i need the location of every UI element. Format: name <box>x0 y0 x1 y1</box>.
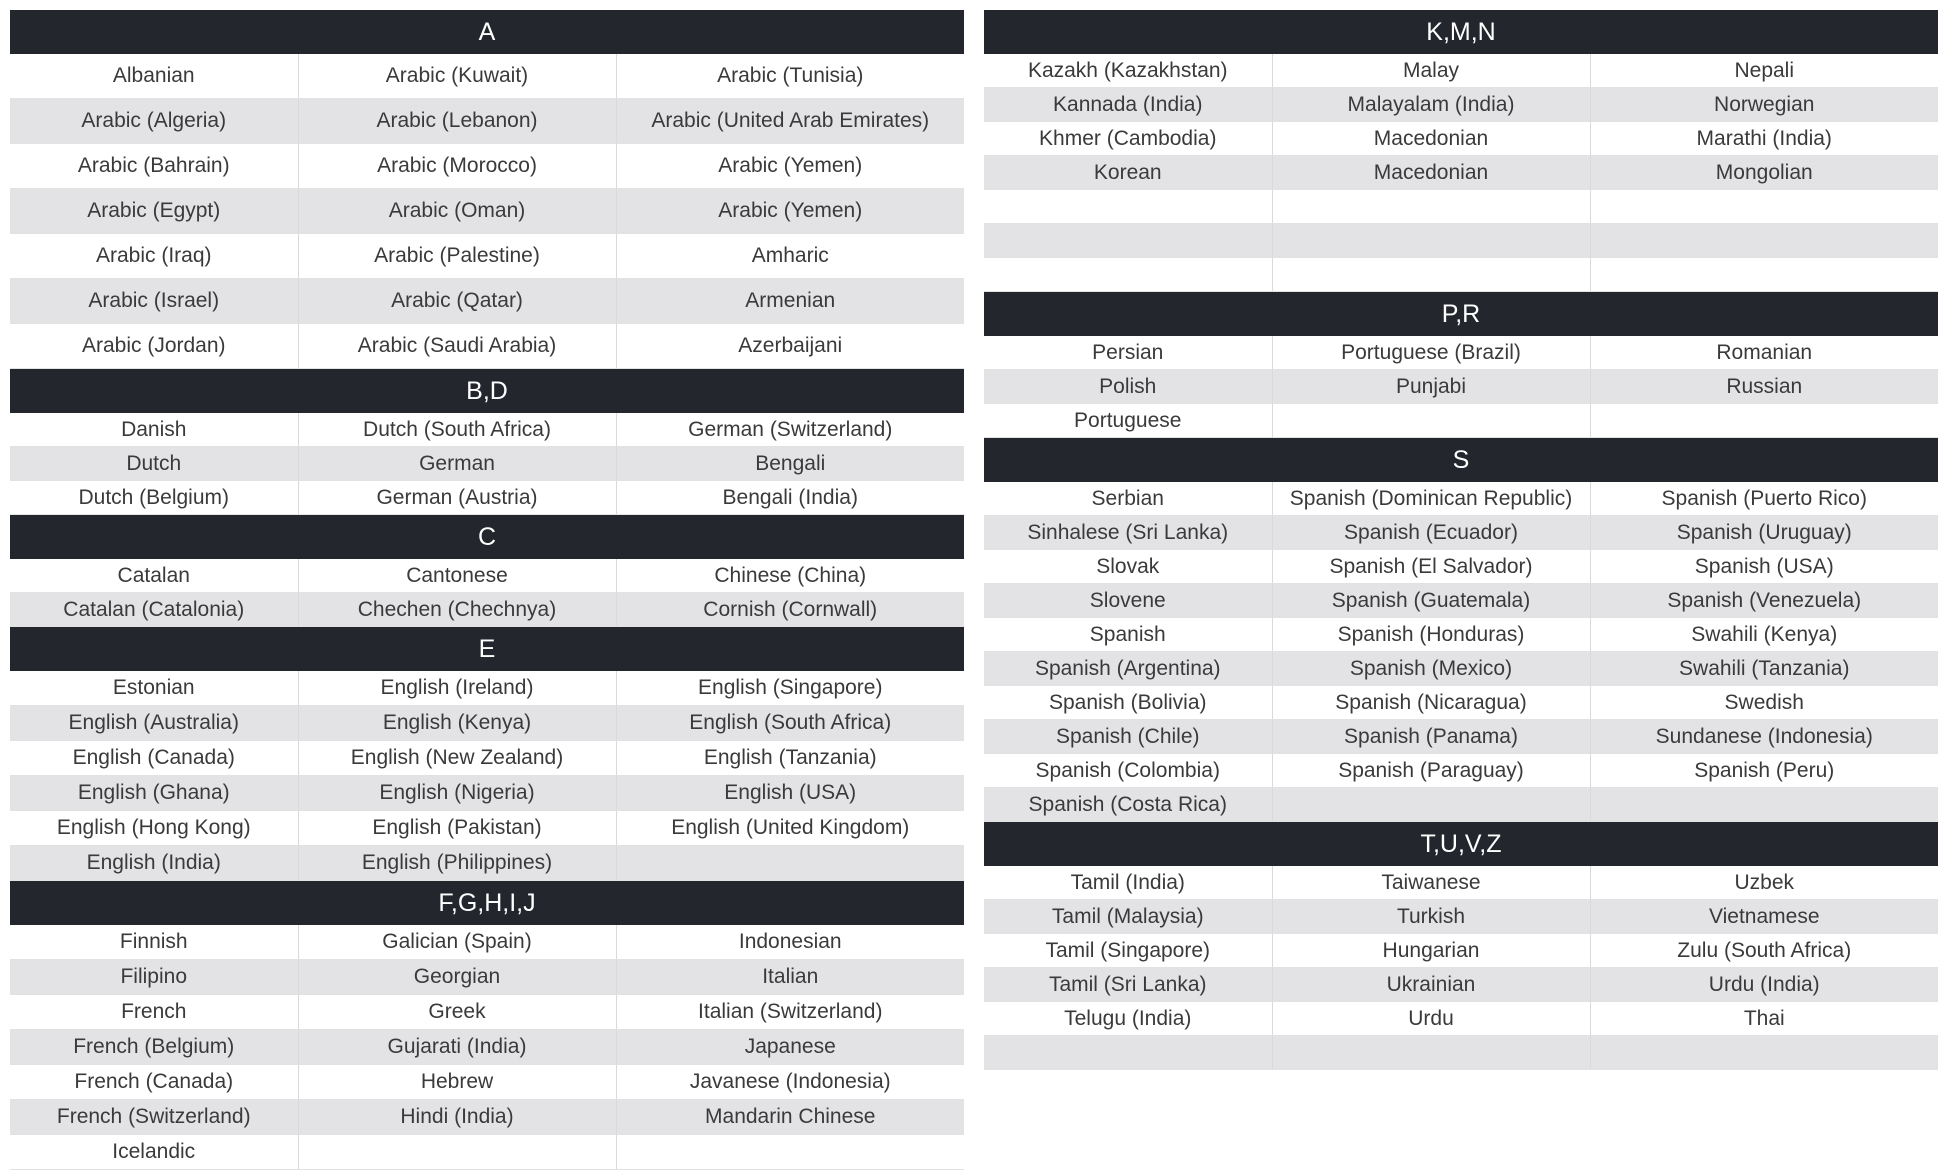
language-cell: Serbian <box>984 482 1272 516</box>
language-cell: Filipino <box>10 960 298 995</box>
language-cell: Spanish (Puerto Rico) <box>1590 482 1938 516</box>
language-cell: Albanian <box>10 54 298 99</box>
language-cell <box>1590 190 1938 224</box>
language-cell: Gujarati (India) <box>298 1030 616 1065</box>
language-cell: Swedish <box>1590 686 1938 720</box>
section-header-c: C <box>10 515 964 559</box>
table-row <box>984 122 1938 156</box>
language-cell <box>616 846 964 881</box>
section-b-d <box>10 369 964 515</box>
language-cell <box>1590 1036 1938 1070</box>
language-cell: Mongolian <box>1590 156 1938 190</box>
table-row <box>984 88 1938 122</box>
language-cell: Spanish (Chile) <box>984 720 1272 754</box>
language-cell: Georgian <box>298 960 616 995</box>
language-cell: Spanish (Dominican Republic) <box>1272 482 1590 516</box>
table-row <box>984 224 1938 258</box>
language-cell: Marathi (India) <box>1590 122 1938 156</box>
table-row <box>10 995 964 1030</box>
language-cell: English (Hong Kong) <box>10 811 298 846</box>
language-cell: Kazakh (Kazakhstan) <box>984 54 1272 88</box>
language-cell: Arabic (United Arab Emirates) <box>616 99 964 144</box>
language-cell: Arabic (Palestine) <box>298 234 616 279</box>
language-cell: Romanian <box>1590 336 1938 370</box>
language-cell: Galician (Spain) <box>298 925 616 960</box>
language-cell: Javanese (Indonesia) <box>616 1065 964 1100</box>
section-t-z <box>984 822 1938 1070</box>
table-row <box>10 960 964 995</box>
language-cell: Arabic (Kuwait) <box>298 54 616 99</box>
language-cell: English (Australia) <box>10 706 298 741</box>
table-row <box>10 925 964 960</box>
language-cell <box>1272 190 1590 224</box>
language-cell: German (Austria) <box>298 481 616 515</box>
language-cell: Punjabi <box>1272 370 1590 404</box>
language-cell: Macedonian <box>1272 156 1590 190</box>
language-cell <box>1272 788 1590 822</box>
table-row <box>984 258 1938 292</box>
section-f-j <box>10 881 964 1170</box>
table-row <box>984 618 1938 652</box>
language-cell: Sinhalese (Sri Lanka) <box>984 516 1272 550</box>
language-cell: Arabic (Yemen) <box>616 144 964 189</box>
language-cell: Arabic (Iraq) <box>10 234 298 279</box>
language-cell: Khmer (Cambodia) <box>984 122 1272 156</box>
table-row <box>10 671 964 706</box>
section-s <box>984 438 1938 822</box>
language-cell: English (USA) <box>616 776 964 811</box>
language-table-a <box>10 54 964 369</box>
language-cell: Greek <box>298 995 616 1030</box>
language-table-b-d <box>10 413 964 515</box>
language-cell: Slovak <box>984 550 1272 584</box>
language-cell: Mandarin Chinese <box>616 1100 964 1135</box>
language-cell: Macedonian <box>1272 122 1590 156</box>
language-cell: Spanish (Costa Rica) <box>984 788 1272 822</box>
language-cell: Hungarian <box>1272 934 1590 968</box>
table-row <box>984 370 1938 404</box>
language-cell <box>1590 404 1938 438</box>
language-cell: English (Philippines) <box>298 846 616 881</box>
language-table-t-z <box>984 866 1938 1070</box>
table-row <box>10 1065 964 1100</box>
language-cell: English (Pakistan) <box>298 811 616 846</box>
language-cell: English (United Kingdom) <box>616 811 964 846</box>
language-table-p-r <box>984 336 1938 438</box>
language-cell: Arabic (Morocco) <box>298 144 616 189</box>
section-header-k-n: K,M,N <box>984 10 1938 54</box>
language-cell: Arabic (Saudi Arabia) <box>298 324 616 369</box>
table-row <box>984 1036 1938 1070</box>
language-table-e <box>10 671 964 881</box>
language-cell: English (India) <box>10 846 298 881</box>
language-cell: Taiwanese <box>1272 866 1590 900</box>
table-row <box>10 811 964 846</box>
table-row <box>10 54 964 99</box>
language-cell: Danish <box>10 413 298 447</box>
language-cell: Spanish (Panama) <box>1272 720 1590 754</box>
table-row <box>10 481 964 515</box>
language-cell: English (Ireland) <box>298 671 616 706</box>
language-cell <box>616 1135 964 1170</box>
language-cell: Spanish (USA) <box>1590 550 1938 584</box>
language-cell: French (Canada) <box>10 1065 298 1100</box>
language-cell <box>984 258 1272 292</box>
language-cell: Dutch (South Africa) <box>298 413 616 447</box>
table-row <box>984 720 1938 754</box>
language-cell: Spanish (Honduras) <box>1272 618 1590 652</box>
table-row <box>10 189 964 234</box>
section-header-a: A <box>10 10 964 54</box>
language-cell: English (Kenya) <box>298 706 616 741</box>
left-column <box>10 10 964 1170</box>
language-cell: Armenian <box>616 279 964 324</box>
language-cell: Tamil (Singapore) <box>984 934 1272 968</box>
section-p-r <box>984 292 1938 438</box>
language-cell: Ukrainian <box>1272 968 1590 1002</box>
table-row <box>984 54 1938 88</box>
table-row <box>10 1100 964 1135</box>
table-row <box>10 706 964 741</box>
section-header-b-d: B,D <box>10 369 964 413</box>
language-cell: Spanish (Bolivia) <box>984 686 1272 720</box>
language-cell: Arabic (Qatar) <box>298 279 616 324</box>
table-row <box>10 741 964 776</box>
language-cell: Spanish (Venezuela) <box>1590 584 1938 618</box>
language-cell: Spanish (Argentina) <box>984 652 1272 686</box>
table-row <box>10 1030 964 1065</box>
language-cell: Arabic (Jordan) <box>10 324 298 369</box>
section-e <box>10 627 964 881</box>
table-row <box>984 934 1938 968</box>
table-row <box>10 279 964 324</box>
language-cell: Hindi (India) <box>298 1100 616 1135</box>
language-cell: Urdu (India) <box>1590 968 1938 1002</box>
language-cell: Catalan <box>10 559 298 593</box>
section-header-t-z: T,U,V,Z <box>984 822 1938 866</box>
language-cell: Chechen (Chechnya) <box>298 593 616 627</box>
table-row <box>984 404 1938 438</box>
language-cell: Swahili (Tanzania) <box>1590 652 1938 686</box>
language-cell: Arabic (Algeria) <box>10 99 298 144</box>
language-cell <box>984 1036 1272 1070</box>
language-cell: Uzbek <box>1590 866 1938 900</box>
language-cell: Finnish <box>10 925 298 960</box>
language-cell: Spanish (Nicaragua) <box>1272 686 1590 720</box>
table-row <box>10 324 964 369</box>
language-cell: German <box>298 447 616 481</box>
language-cell: Bengali (India) <box>616 481 964 515</box>
language-cell: Azerbaijani <box>616 324 964 369</box>
language-cell: French (Switzerland) <box>10 1100 298 1135</box>
language-cell: Tamil (Sri Lanka) <box>984 968 1272 1002</box>
language-cell: Spanish (Mexico) <box>1272 652 1590 686</box>
language-cell: Korean <box>984 156 1272 190</box>
table-row <box>10 99 964 144</box>
language-cell: Catalan (Catalonia) <box>10 593 298 627</box>
language-cell: English (Canada) <box>10 741 298 776</box>
language-cell: Cantonese <box>298 559 616 593</box>
table-row <box>984 516 1938 550</box>
table-row <box>984 584 1938 618</box>
language-cell: French <box>10 995 298 1030</box>
language-cell: English (South Africa) <box>616 706 964 741</box>
language-cell: German (Switzerland) <box>616 413 964 447</box>
section-header-e: E <box>10 627 964 671</box>
language-cell: Arabic (Tunisia) <box>616 54 964 99</box>
table-row <box>984 866 1938 900</box>
language-cell: English (Nigeria) <box>298 776 616 811</box>
language-cell <box>1272 1036 1590 1070</box>
table-row <box>984 686 1938 720</box>
language-cell: Norwegian <box>1590 88 1938 122</box>
language-cell: Tamil (Malaysia) <box>984 900 1272 934</box>
section-header-f-j: F,G,H,I,J <box>10 881 964 925</box>
language-cell: Slovene <box>984 584 1272 618</box>
language-cell: Icelandic <box>10 1135 298 1170</box>
language-cell: Vietnamese <box>1590 900 1938 934</box>
language-cell <box>1272 404 1590 438</box>
language-cell: Hebrew <box>298 1065 616 1100</box>
table-row <box>984 1002 1938 1036</box>
language-cell: French (Belgium) <box>10 1030 298 1065</box>
language-cell: Dutch (Belgium) <box>10 481 298 515</box>
right-column <box>984 10 1938 1070</box>
language-cell: Spanish <box>984 618 1272 652</box>
language-cell: Arabic (Egypt) <box>10 189 298 234</box>
language-cell <box>984 190 1272 224</box>
language-cell: Thai <box>1590 1002 1938 1036</box>
table-row <box>984 968 1938 1002</box>
language-table-f-j <box>10 925 964 1170</box>
language-cell: English (Tanzania) <box>616 741 964 776</box>
language-cell: Malayalam (India) <box>1272 88 1590 122</box>
language-cell: Portuguese <box>984 404 1272 438</box>
language-cell: Arabic (Oman) <box>298 189 616 234</box>
language-cell: Arabic (Lebanon) <box>298 99 616 144</box>
language-cell <box>1272 258 1590 292</box>
language-table-s <box>984 482 1938 822</box>
language-cell <box>1590 788 1938 822</box>
language-cell <box>298 1135 616 1170</box>
language-cell: Arabic (Bahrain) <box>10 144 298 189</box>
language-cell: Italian <box>616 960 964 995</box>
language-cell: Spanish (Peru) <box>1590 754 1938 788</box>
table-row <box>984 156 1938 190</box>
language-cell: Spanish (Ecuador) <box>1272 516 1590 550</box>
language-cell: Malay <box>1272 54 1590 88</box>
table-row <box>984 788 1938 822</box>
language-cell: Turkish <box>1272 900 1590 934</box>
table-row <box>984 900 1938 934</box>
language-cell: Persian <box>984 336 1272 370</box>
section-header-p-r: P,R <box>984 292 1938 336</box>
table-row <box>984 652 1938 686</box>
language-cell: Tamil (India) <box>984 866 1272 900</box>
language-cell: Spanish (Uruguay) <box>1590 516 1938 550</box>
language-cell: Cornish (Cornwall) <box>616 593 964 627</box>
table-row <box>10 559 964 593</box>
language-cell: Spanish (Guatemala) <box>1272 584 1590 618</box>
language-cell: Estonian <box>10 671 298 706</box>
table-row <box>984 336 1938 370</box>
table-row <box>10 144 964 189</box>
language-cell: Swahili (Kenya) <box>1590 618 1938 652</box>
section-k-n <box>984 10 1938 292</box>
table-row <box>10 593 964 627</box>
section-header-s: S <box>984 438 1938 482</box>
language-cell: Sundanese (Indonesia) <box>1590 720 1938 754</box>
language-cell: Polish <box>984 370 1272 404</box>
table-row <box>10 234 964 279</box>
language-cell: English (Ghana) <box>10 776 298 811</box>
language-cell: Urdu <box>1272 1002 1590 1036</box>
language-cell: Zulu (South Africa) <box>1590 934 1938 968</box>
language-cell: Russian <box>1590 370 1938 404</box>
language-cell: Indonesian <box>616 925 964 960</box>
language-cell: Bengali <box>616 447 964 481</box>
language-cell: Chinese (China) <box>616 559 964 593</box>
language-cell: Kannada (India) <box>984 88 1272 122</box>
language-cell: Spanish (Paraguay) <box>1272 754 1590 788</box>
language-cell: Amharic <box>616 234 964 279</box>
table-row <box>10 447 964 481</box>
language-cell <box>1590 224 1938 258</box>
table-row <box>10 1135 964 1170</box>
language-cell: Japanese <box>616 1030 964 1065</box>
language-cell <box>1590 258 1938 292</box>
table-row <box>984 482 1938 516</box>
language-table-c <box>10 559 964 627</box>
language-cell: Arabic (Yemen) <box>616 189 964 234</box>
language-cell <box>984 224 1272 258</box>
table-row <box>10 846 964 881</box>
table-row <box>984 550 1938 584</box>
table-row <box>984 754 1938 788</box>
language-cell: Portuguese (Brazil) <box>1272 336 1590 370</box>
language-cell: Nepali <box>1590 54 1938 88</box>
language-cell: English (Singapore) <box>616 671 964 706</box>
language-cell: Spanish (El Salvador) <box>1272 550 1590 584</box>
table-row <box>10 413 964 447</box>
table-row <box>984 190 1938 224</box>
table-row <box>10 776 964 811</box>
language-cell: Italian (Switzerland) <box>616 995 964 1030</box>
language-cell: Spanish (Colombia) <box>984 754 1272 788</box>
language-cell <box>1272 224 1590 258</box>
language-cell: Arabic (Israel) <box>10 279 298 324</box>
language-cell: English (New Zealand) <box>298 741 616 776</box>
language-cell: Dutch <box>10 447 298 481</box>
language-cell: Telugu (India) <box>984 1002 1272 1036</box>
section-c <box>10 515 964 627</box>
language-table-k-n <box>984 54 1938 292</box>
section-a <box>10 10 964 369</box>
